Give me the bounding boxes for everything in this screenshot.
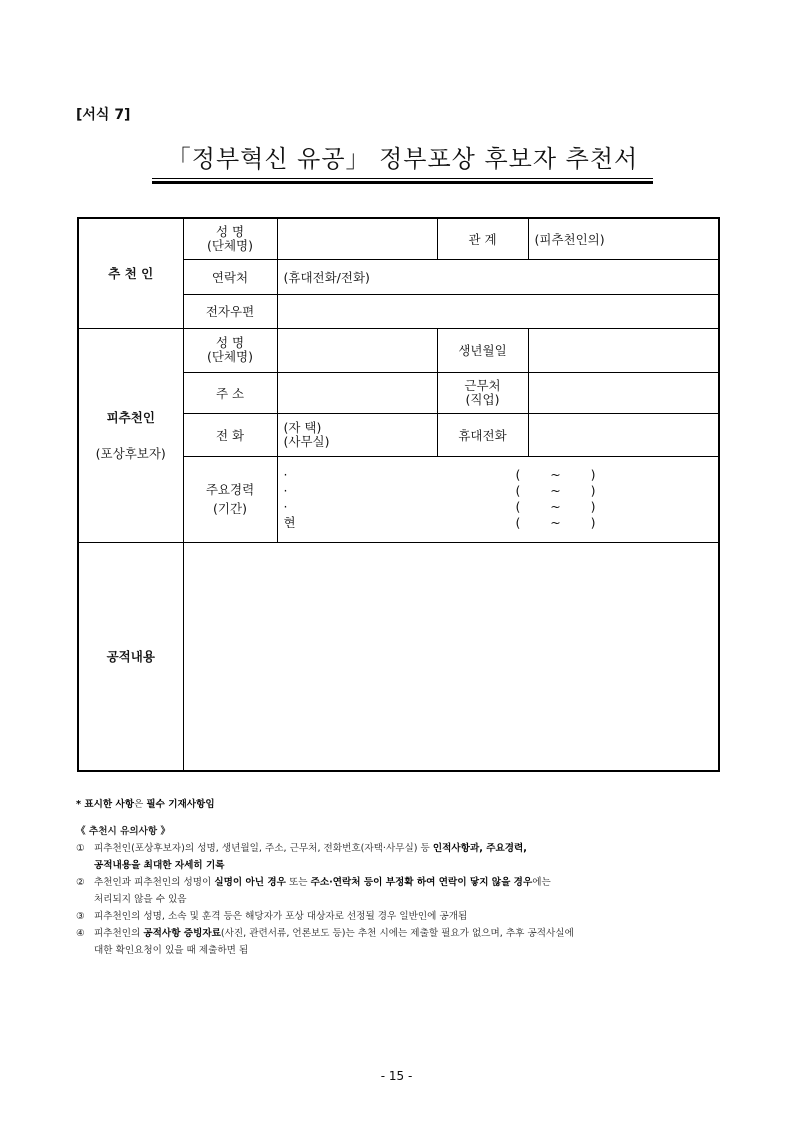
nominee-name-label-1: 성 명 (215, 335, 245, 350)
career-bullet: · (283, 483, 288, 498)
merit-row (78, 542, 719, 771)
period-close: ) (590, 483, 596, 498)
career-period (516, 499, 596, 515)
recommender-email-label: 전자우편 (183, 294, 277, 328)
career-entry (284, 499, 713, 515)
required-note-part-3: 필수 기재사항임 (146, 799, 215, 810)
period-open: ( (515, 483, 521, 498)
career-field[interactable] (277, 456, 719, 542)
phone-label: 전 화 (183, 413, 277, 456)
recommender-contact-field[interactable]: (휴대전화/전화) (277, 259, 719, 294)
period-tilde: ~ (550, 483, 561, 498)
phone-field[interactable] (277, 413, 437, 456)
career-period (516, 515, 596, 531)
recommender-name-label (183, 218, 277, 259)
nomination-form-table (77, 217, 720, 772)
guideline-number: ④ (76, 928, 85, 939)
period-tilde: ~ (550, 499, 561, 514)
career-entry (284, 467, 713, 483)
mobile-field[interactable] (528, 413, 719, 456)
guideline-item (76, 925, 736, 942)
career-entry (284, 515, 713, 531)
merit-label: 공적내용 (78, 542, 183, 771)
guideline-text-part: (사진, 관련서류, 언론보도 등)는 추천 시에는 제출할 필요가 없으며, 추후 공적사실에 (220, 928, 574, 939)
guideline-item (76, 874, 736, 891)
nominee-section-title: 피추천인 (106, 410, 155, 425)
career-bullet: 현 (283, 515, 296, 530)
required-note (76, 796, 736, 813)
birth-date-label: 생년월일 (437, 328, 528, 372)
address-label: 주 소 (183, 372, 277, 413)
address-field[interactable] (277, 372, 437, 413)
phone-office-label: (사무실) (283, 433, 330, 449)
recommender-contact-label: 연락처 (183, 259, 277, 294)
recommender-section-label: 추 천 인 (78, 218, 183, 328)
workplace-label (437, 372, 528, 413)
required-note-part-2: 은 (134, 799, 147, 810)
guideline-item (76, 908, 736, 925)
guideline-text-bold: 인적사항과, 주요경력, (432, 843, 527, 854)
period-close: ) (590, 467, 596, 482)
guideline-continuation (76, 857, 736, 874)
merit-field[interactable] (183, 542, 719, 771)
period-tilde: ~ (550, 515, 561, 530)
mobile-label: 휴대전화 (437, 413, 528, 456)
guideline-text (94, 840, 527, 857)
recommender-name-label-1: 성 명 (215, 223, 245, 239)
recommender-email-field[interactable] (277, 294, 719, 328)
career-bullet: · (283, 499, 288, 514)
guideline-text-bold: 실명이 아닌 경우 (214, 877, 286, 888)
nominee-name-row (78, 328, 719, 372)
recommender-name-field[interactable] (277, 218, 437, 259)
title-underline-thick (152, 181, 653, 184)
page-title: 「정부혁신 유공」 정부포상 후보자 추천서 (166, 145, 639, 173)
relation-field[interactable]: (피추천인의) (528, 218, 719, 259)
guideline-text-bold: 공적사항 증빙자료 (143, 928, 221, 939)
guidelines-heading: 《 추천시 유의사항 》 (76, 826, 171, 837)
nominee-name-label-2: (단체명) (207, 349, 253, 364)
page-number: - 15 - (380, 1069, 413, 1083)
period-open: ( (515, 467, 521, 482)
period-tilde: ~ (550, 467, 561, 482)
guideline-text-bold: 주소·연락처 등이 부정확 하여 연락이 닿지 않을 경우 (310, 877, 533, 888)
guideline-text-part: 추천인과 피추천인의 성명이 (94, 877, 215, 888)
guideline-text-bold: 공적내용을 최대한 자세히 기록 (94, 860, 225, 871)
nominee-section-subtitle: (포상후보자) (95, 446, 166, 461)
guideline-text (94, 925, 574, 942)
recommender-name-label-2: (단체명) (207, 237, 253, 253)
title-underline-thin (152, 178, 653, 179)
title-block (152, 142, 653, 184)
guideline-number: ② (76, 877, 85, 888)
workplace-label-2: (직업) (465, 391, 500, 407)
guideline-text: 피추천인의 성명, 소속 및 훈격 등은 해당자가 포상 대상자로 선정될 경우 일반인에 공개됨 (94, 911, 468, 922)
career-bullet: · (283, 467, 288, 482)
nominee-name-label (183, 328, 277, 372)
career-period (516, 483, 596, 499)
guideline-text-part: 피추천인(포상후보자)의 성명, 생년월일, 주소, 근무처, 전화번호(자택·사무실) 등 (94, 843, 433, 854)
guideline-number: ③ (76, 911, 85, 922)
birth-date-field[interactable] (528, 328, 719, 372)
period-close: ) (590, 499, 596, 514)
guideline-text-part: 피추천인의 (94, 928, 144, 939)
nominee-section-label (78, 328, 183, 542)
nominee-name-field[interactable] (277, 328, 437, 372)
phone-home-label: (자 택) (283, 419, 322, 435)
guideline-text (94, 874, 551, 891)
workplace-field[interactable] (528, 372, 719, 413)
career-label (183, 456, 277, 542)
career-label-1: 주요경력 (205, 482, 255, 497)
period-close: ) (590, 515, 596, 530)
guideline-continuation: 처리되지 않을 수 있음 (94, 894, 187, 905)
guideline-continuation: 대한 확인요청이 있을 때 제출하면 됨 (94, 945, 249, 956)
guideline-text-part: 또는 (285, 877, 311, 888)
career-period (516, 467, 596, 483)
period-open: ( (515, 515, 521, 530)
workplace-label-1: 근무처 (464, 377, 501, 393)
guideline-text-part: 에는 (532, 877, 551, 888)
required-note-part-1: * 표시한 사항 (76, 799, 135, 810)
notes-section (76, 796, 736, 959)
guideline-item (76, 840, 736, 857)
career-entry (284, 483, 713, 499)
recommender-name-row (78, 218, 719, 259)
form-number-label: [서식 7] (76, 107, 131, 123)
guideline-number: ① (76, 843, 85, 854)
career-label-2: (기간) (213, 501, 247, 516)
relation-label: 관 계 (437, 218, 528, 259)
period-open: ( (515, 499, 521, 514)
